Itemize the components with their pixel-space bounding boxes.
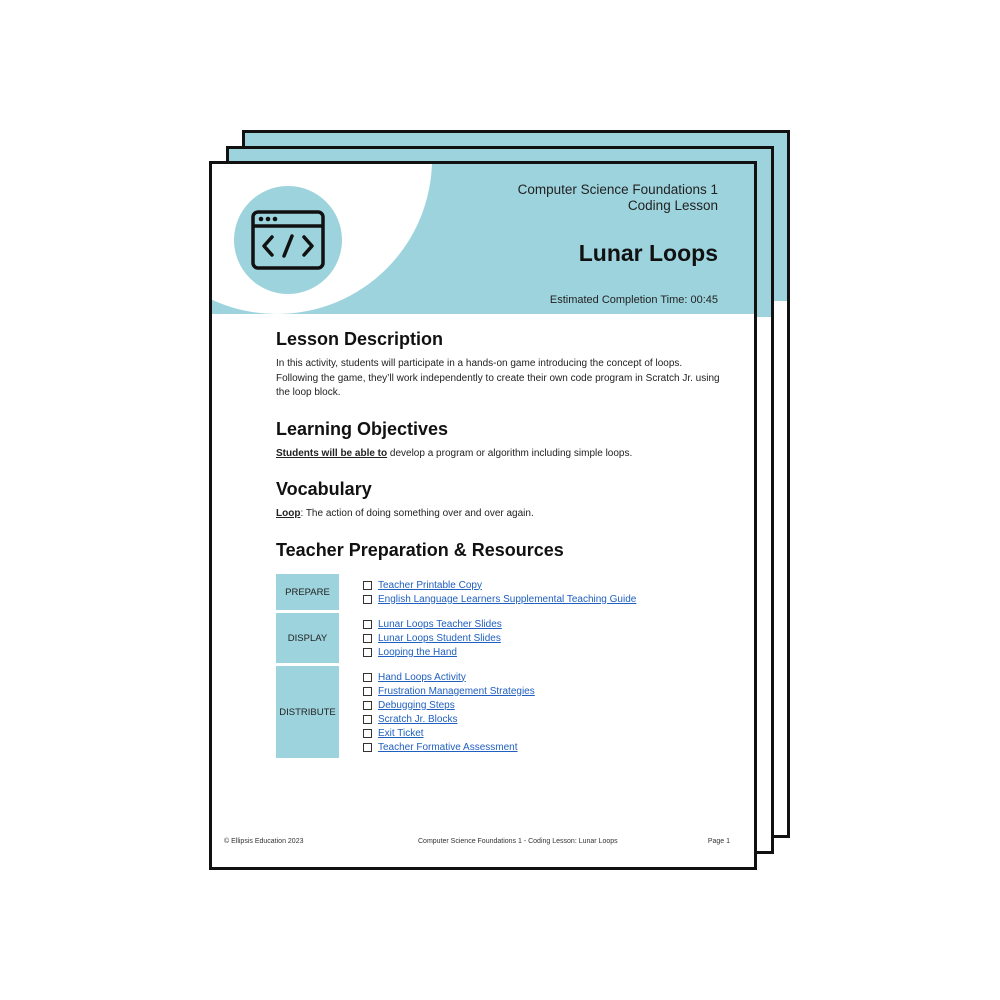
section-title: Lesson Description: [276, 329, 444, 349]
resources-table: [276, 574, 696, 761]
resource-link[interactable]: Hand Loops Activity: [378, 671, 466, 683]
resource-row-display: [276, 613, 696, 663]
resource-list: [339, 666, 535, 758]
resource-list: [339, 574, 636, 610]
checkbox[interactable]: [363, 648, 372, 657]
resources-title: Teacher Preparation & Resources: [276, 539, 564, 560]
lesson-description-text: In this activity, students will participate in a hands-on game introducing the concept of loops. Following the game, they’ll work independently to create their own code program in Scratch Jr. using the loop block.: [276, 358, 720, 398]
resource-item: [363, 645, 502, 659]
resource-list: [339, 613, 502, 663]
resource-row-prepare: [276, 574, 696, 610]
lesson-content: [276, 329, 726, 568]
resource-item: [363, 592, 636, 606]
objective-text: [276, 447, 726, 462]
checkbox[interactable]: [363, 673, 372, 682]
checkbox[interactable]: [363, 701, 372, 710]
footer-course-title: Computer Science Foundations 1 - Coding Lesson: Lunar Loops: [418, 838, 618, 845]
resource-row-label: PREPARE: [276, 574, 339, 610]
learning-objectives-section: [276, 419, 726, 462]
checkbox[interactable]: [363, 687, 372, 696]
resource-link[interactable]: Teacher Printable Copy: [378, 579, 482, 591]
code-window-icon: [250, 209, 326, 271]
lesson-page: [209, 161, 757, 870]
vocabulary-definition: : The action of doing something over and over again.: [300, 508, 534, 519]
resource-link[interactable]: Frustration Management Strategies: [378, 685, 535, 697]
vocabulary-entry: [276, 507, 726, 522]
resource-link[interactable]: Exit Ticket: [378, 727, 424, 739]
estimated-time: Estimated Completion Time: 00:45: [549, 294, 718, 306]
resource-link[interactable]: English Language Learners Supplemental Teaching Guide: [378, 593, 637, 605]
resource-item: [363, 726, 535, 740]
page-footer: [224, 838, 730, 848]
resource-row-label: DISTRIBUTE: [276, 666, 339, 758]
vocabulary-term: Loop: [276, 508, 301, 519]
resource-link[interactable]: Lunar Loops Student Slides: [378, 632, 501, 644]
resource-link[interactable]: Debugging Steps: [378, 699, 455, 711]
resource-row-distribute: [276, 666, 696, 758]
checkbox[interactable]: [363, 634, 372, 643]
resource-item: [363, 712, 535, 726]
page-number: Page 1: [707, 838, 730, 845]
lesson-description-section: [276, 329, 726, 401]
resource-link[interactable]: Looping the Hand: [378, 646, 457, 658]
resource-item: [363, 698, 535, 712]
resource-item: [363, 684, 535, 698]
checkbox[interactable]: [363, 729, 372, 738]
page-title: Lunar Loops: [578, 240, 718, 266]
resource-link[interactable]: Scratch Jr. Blocks: [378, 713, 458, 725]
copyright-text: © Ellipsis Education 2023: [224, 838, 304, 845]
checkbox[interactable]: [363, 620, 372, 629]
checkbox[interactable]: [363, 715, 372, 724]
resource-item: [363, 740, 535, 754]
checkbox[interactable]: [363, 743, 372, 752]
section-title: Learning Objectives: [276, 418, 449, 439]
checkbox[interactable]: [363, 595, 372, 604]
logo-badge: [234, 186, 342, 294]
objective-body: develop a program or algorithm including simple loops.: [387, 447, 633, 459]
resource-item: [363, 578, 636, 592]
lesson-type: Coding Lesson: [627, 198, 718, 213]
resource-item: [363, 670, 535, 684]
resource-row-label: DISPLAY: [276, 613, 339, 663]
objective-lead: Students will be able to: [276, 447, 388, 459]
checkbox[interactable]: [363, 581, 372, 590]
resource-link[interactable]: Teacher Formative Assessment: [378, 741, 518, 753]
resource-item: [363, 631, 502, 645]
course-name: Computer Science Foundations 1: [517, 182, 718, 197]
vocabulary-section: [276, 479, 726, 522]
resource-link[interactable]: Lunar Loops Teacher Slides: [378, 618, 502, 630]
resource-item: [363, 617, 502, 631]
section-title: Vocabulary: [276, 479, 372, 499]
